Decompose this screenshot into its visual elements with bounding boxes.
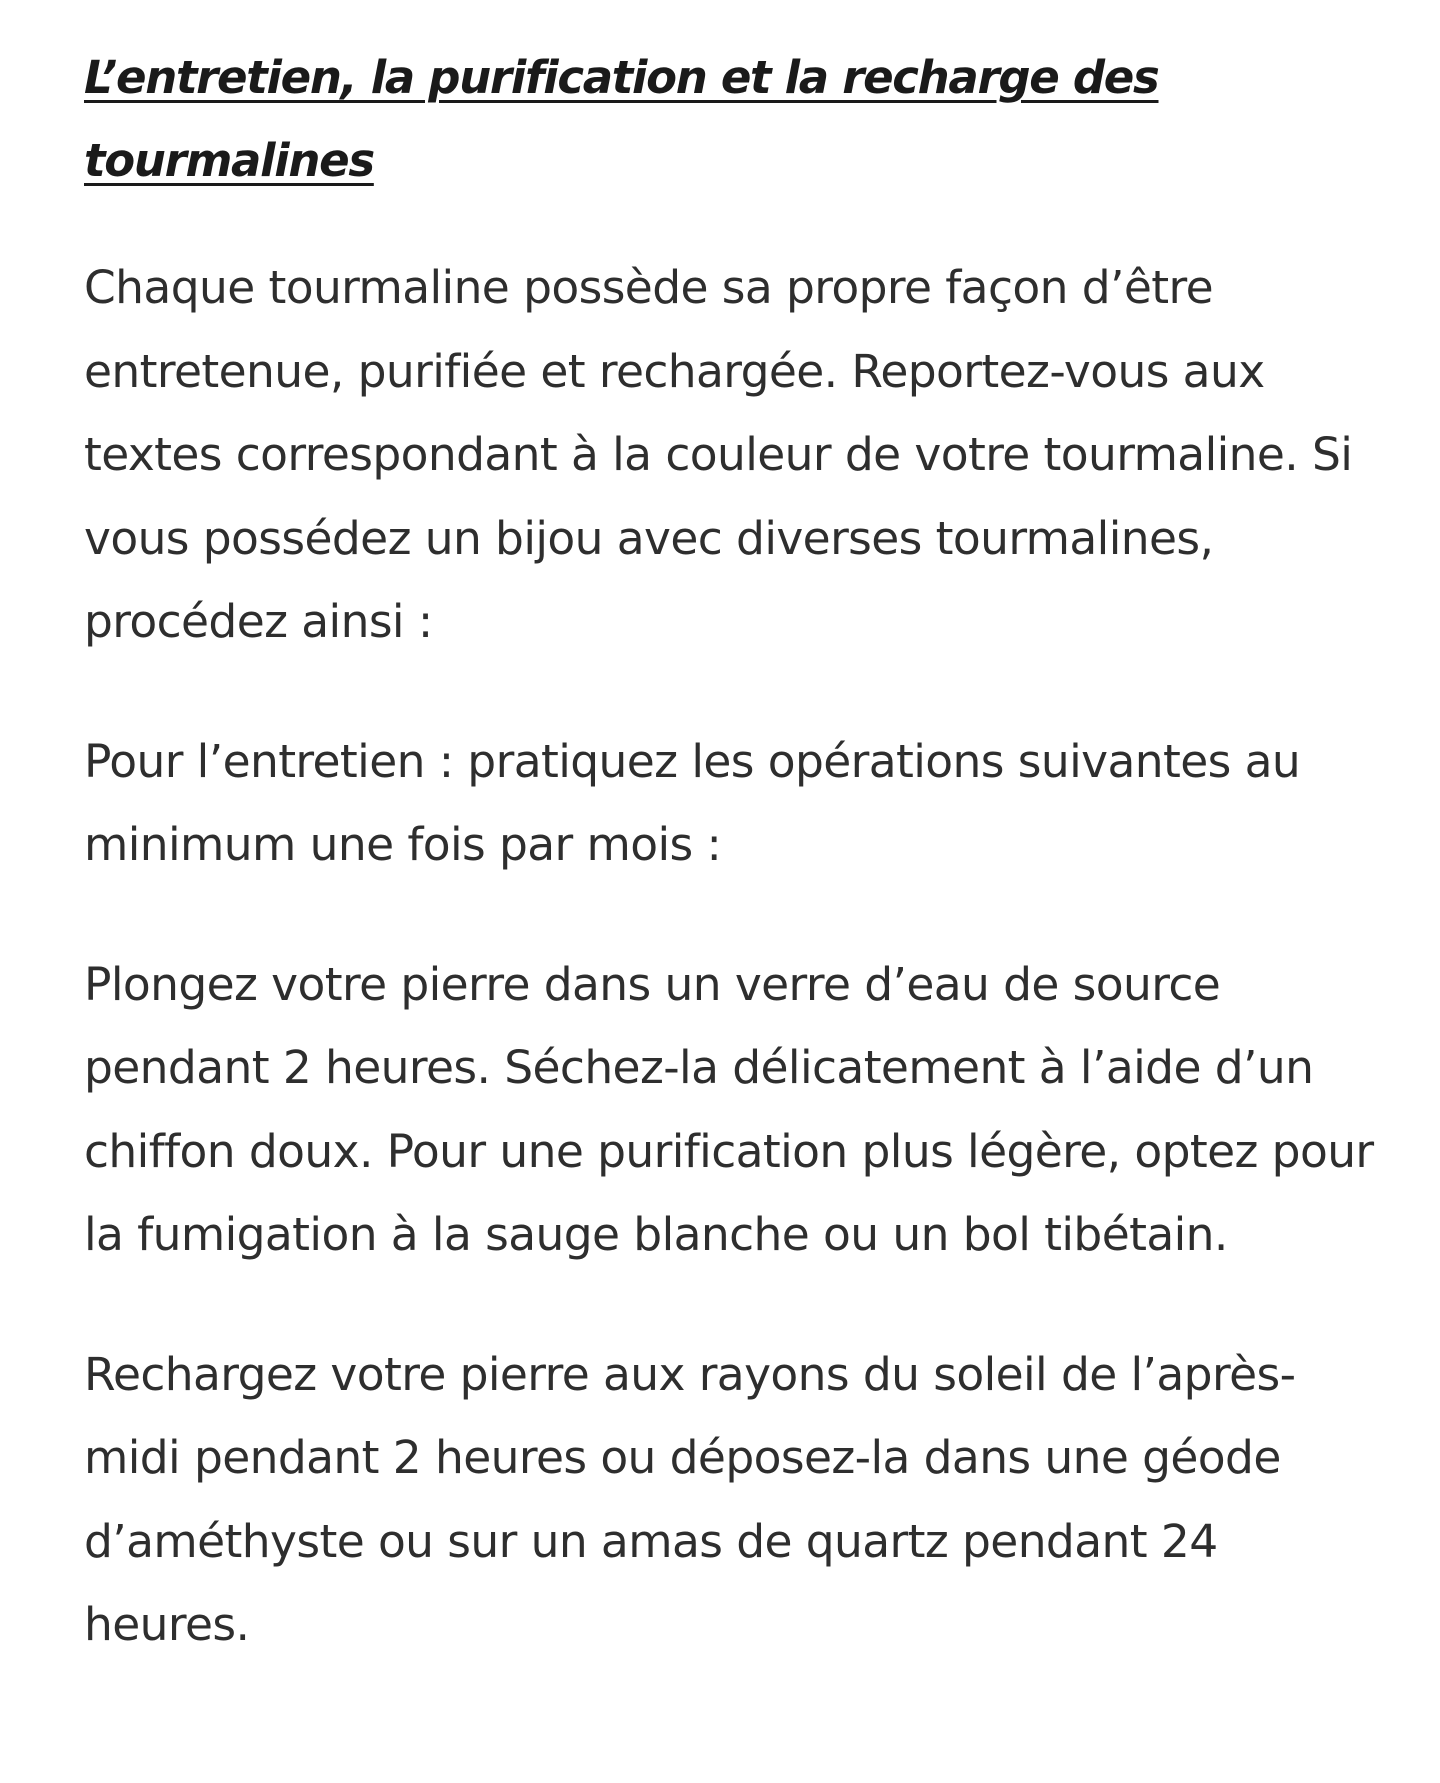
paragraph-recharge: Rechargez votre pierre aux rayons du soleil de l’après-midi pendant 2 heures ou déposez-la dans une géode d’améthyste ou sur un amas de quartz pendant 24 heures. xyxy=(84,1347,1296,1651)
section-heading: L’entretien, la purification et la recharge des tourmalines xyxy=(84,51,1159,187)
paragraph-intro: Chaque tourmaline possède sa propre façon d’être entretenue, purifiée et rechargée. Reportez-vous aux textes correspondant à la couleur de votre tourmaline. Si vous possédez un bijou avec diverses tourmalines, procédez ainsi : xyxy=(84,261,1353,648)
paragraph-maintenance: Pour l’entretien : pratiquez les opérations suivantes au minimum une fois par mois : xyxy=(84,734,1301,871)
paragraph-purification: Plongez votre pierre dans un verre d’eau de source pendant 2 heures. Séchez-la délicatement à l’aide d’un chiffon doux. Pour une purification plus légère, optez pour la fumigation à la sauge blanche ou un bol tibétain. xyxy=(84,957,1374,1261)
article-content xyxy=(84,36,1374,1667)
